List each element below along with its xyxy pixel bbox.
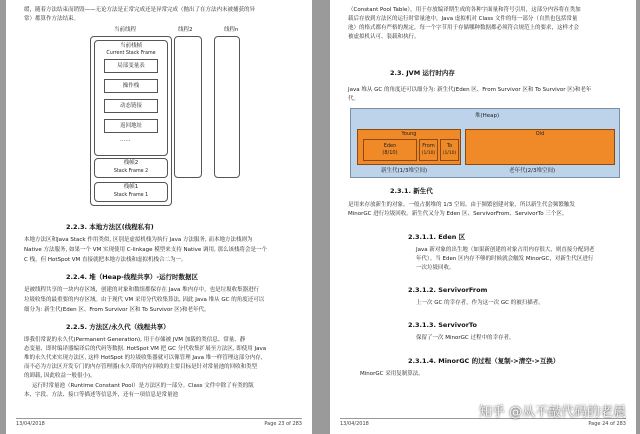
- current-frame-en: Current Stack Frame: [106, 51, 156, 56]
- to-ratio: (1/10): [442, 151, 457, 156]
- text-line: 本、字段、方法、接口等描述等信息外，还有一项信息是常量池: [24, 392, 179, 398]
- current-frame-cn: 当前栈帧: [119, 43, 142, 49]
- old-generation-box: [465, 129, 615, 165]
- text-line: C 栈，但 HotSpot VM 直接就把本地方法栈和虚拟机栈合二为一。: [24, 257, 187, 263]
- section-2-3-title: 2.3. JVM 运行时内存: [390, 69, 455, 77]
- heap-diagram: [350, 108, 620, 178]
- text-line: 而不必为方法区开发专门的内存管理器(永久带的内存回收的主要目标是针对常量池的回收和类型: [24, 364, 258, 370]
- footer-page-number: Page 24 of 283: [588, 421, 626, 427]
- section-2-2-3-title: 2.2.3. 本地方法区(线程私有): [66, 223, 154, 231]
- text-line: 细分为: 新生代(Eden 区、From Survivor 区和 To Survivor 区)和老年代。: [24, 307, 210, 313]
- section-minorgc-title: 2.3.1.4. MinorGC 的过程（复制->清空->互换）: [408, 357, 560, 365]
- local-variable-table: 局部变量表: [104, 59, 158, 73]
- to-label: To: [446, 143, 453, 149]
- text-line: 载后存放到方法区的运行时常量池中。Java 虚拟机对 Class 文件的每一部分（自然也包括常量: [348, 16, 578, 22]
- to-box: [440, 139, 459, 161]
- thread-2-stack: [174, 36, 202, 178]
- heap-title: 堆(Heap): [475, 113, 500, 119]
- dynamic-linking: 动态链接: [104, 99, 158, 113]
- page-footer: [16, 418, 302, 428]
- text-line: Java 堆从 GC 的角度还可以细分为: 新生代(Eden 区、From Survivor 区和 To Survivor 区)和老年: [348, 87, 592, 93]
- section-servivorfrom-title: 2.3.1.2. ServivorFrom: [408, 286, 488, 294]
- text-line: 运行时常量池（Runtime Constant Pool）是方法区的一部分。Class 文件中除了有类的版: [32, 383, 254, 389]
- young-label: Young: [401, 131, 417, 137]
- current-stack-frame: [94, 40, 168, 156]
- current-thread-label: 当前线程: [114, 27, 137, 33]
- old-label: Old: [535, 131, 545, 137]
- text-line: MinorGC 采用复制算法。: [360, 371, 424, 377]
- from-label: From: [422, 143, 435, 149]
- section-2-2-5-title: 2.2.5. 方法区/永久代（线程共享）: [66, 323, 170, 331]
- frame-dots: ......: [120, 137, 131, 143]
- text-line: 堆的永久代来实现方法区, 这样 HotSpot 的垃圾收集器就可以像管理 Java 堆一样管理这部分内存,: [24, 355, 263, 361]
- frame-1-en: Stack Frame 1: [113, 193, 149, 198]
- text-line: 的卸载, 因此收益一般很小)。: [24, 373, 96, 379]
- footer-date: 13/04/2018: [340, 421, 369, 427]
- eden-box: [363, 139, 417, 161]
- from-box: [419, 139, 438, 161]
- text-line: 池）的格式都有严格的规定，每一个字节用于存储哪种数据都必须符合规范上的要求，这样才会: [348, 25, 580, 31]
- section-servivorto-title: 2.3.1.3. ServivorTo: [408, 321, 477, 329]
- old-caption: 老年代(2/3堆空间): [509, 168, 556, 174]
- text-line: 即我们常说的永久代(Permanent Generation), 用于存储被 JVM 加载的类信息、常量、静: [24, 337, 246, 343]
- section-eden-title: 2.3.1.1. Eden 区: [408, 233, 466, 241]
- frame-2-en: Stack Frame 2: [113, 169, 149, 174]
- text-line: 保留了一次 MinorGC 过程中的幸存者。: [416, 335, 515, 341]
- section-2-3-1-title: 2.3.1. 新生代: [390, 187, 433, 195]
- left-page: [6, 0, 312, 434]
- eden-label: Eden: [383, 143, 397, 149]
- text-line: MinorGC 进行垃圾回收。新生代又分为 Eden 区、ServivorFrom、ServivorTo 三个区。: [348, 211, 568, 217]
- text-line: 上一次 GC 的幸存者，作为这一次 GC 的被扫描者。: [416, 300, 544, 306]
- stack-frame-2: [94, 158, 168, 178]
- footer-date: 13/04/2018: [16, 421, 45, 427]
- thread-2-label: 线程2: [178, 27, 193, 33]
- text-line: 代。: [348, 96, 360, 102]
- eden-ratio: (8/10): [382, 150, 398, 156]
- text-line: 一次垃圾回收。: [416, 265, 455, 271]
- text-line: 是用来存放新生的对象。一般占据堆的 1/3 空间。由于频繁创建对象，所以新生代会频繁触发: [348, 202, 575, 208]
- right-page: [330, 0, 636, 434]
- text-line: 常）都算作方法结束。: [24, 16, 80, 22]
- return-address: 返回地址: [104, 119, 158, 133]
- text-line: 态变量、即时编译器编译后的代码等数据. HotSpot VM 把 GC 分代收集扩展至方法区, 即使用 Java: [24, 346, 267, 352]
- text-line: 被虚拟机认可、装载和执行。: [348, 34, 420, 40]
- text-line: 是被线程共享的一块内存区域，创建的对象和数组都保存在 Java 堆内存中，也是垃圾收集器进行: [24, 287, 260, 293]
- watermark: 知乎 @从不敲代码的老晨: [478, 405, 626, 420]
- text-line: Java 新对象的出生地（如果新创建的对象占用内存很大，则直接分配到老: [416, 247, 595, 253]
- section-2-2-4-title: 2.2.4. 堆（Heap-线程共享）-运行时数据区: [66, 273, 199, 281]
- thread-n-label: 线程n: [224, 27, 239, 33]
- stack-frame-1: [94, 182, 168, 202]
- operand-stack: 操作栈: [104, 79, 158, 93]
- frame-2-cn: 栈帧2: [123, 160, 139, 166]
- footer-page-number: Page 23 of 283: [264, 421, 302, 427]
- thread-n-stack: [214, 36, 240, 178]
- from-ratio: (1/10): [421, 151, 436, 156]
- young-caption: 新生代(1/3堆空间): [381, 168, 428, 174]
- text-line: 本地方法区和Java Stack 作用类似, 区别是虚拟机栈为执行 Java 方法服务, 而本地方法栈则为: [24, 237, 253, 243]
- text-line: （Constant Pool Table），用于存放编译期生成的各种字面量和符号引用，这部分内容将在类加: [348, 7, 581, 13]
- text-line: 年代）。当 Eden 区内存不够的时候就会触发 MinorGC，对新生代区进行: [416, 256, 594, 262]
- text-line: 缓，随着方法结束而销毁——无论方法是正常完成还是异常完成（抛出了在方法内未被捕获的异: [24, 7, 256, 13]
- text-line: Native 方法服务, 如果一个 VM 实现使用 C-linkage 模型来支持 Native 调用, 那么该栈将会是一个: [24, 247, 268, 253]
- frame-1-cn: 栈帧1: [123, 184, 139, 190]
- text-line: 垃圾收集的最重要的内存区域。由于现代 VM 采用分代收集算法, 因此 Java 堆从 GC 的角度还可以: [24, 297, 265, 303]
